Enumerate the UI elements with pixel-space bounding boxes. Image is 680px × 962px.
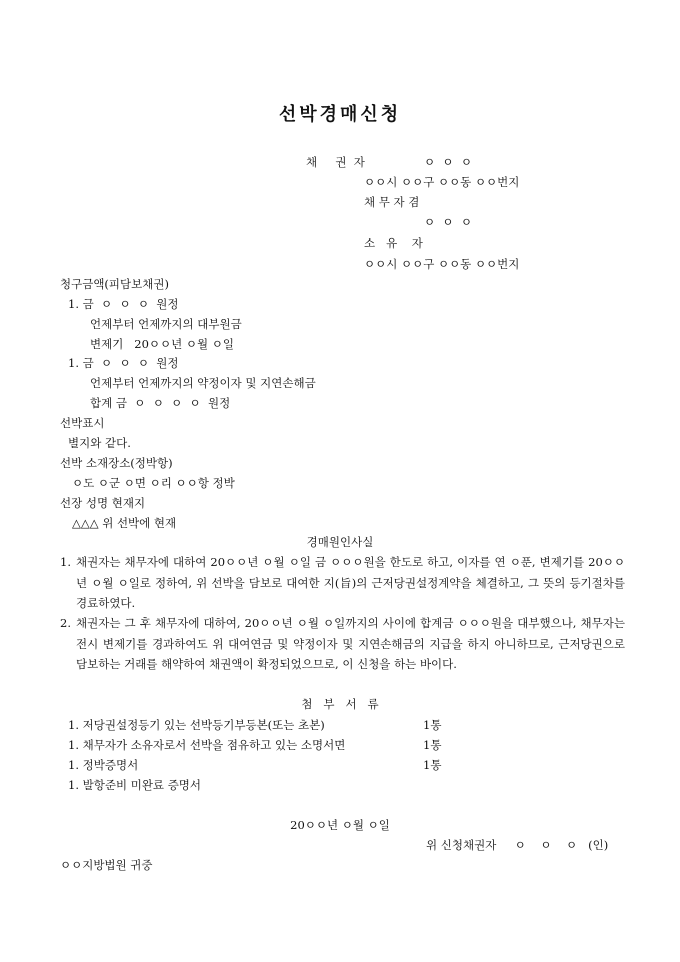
debtor-name: ㅇ ㅇ ㅇ [424,215,472,229]
claim-item: 언제부터 언제까지의 대부원금 [90,317,242,331]
ship-display-heading: 선박표시 [60,416,105,430]
owner-label: 소 유 자 [364,236,423,250]
creditor-address: ㅇㅇ시 ㅇㅇ구 ㅇㅇ동 ㅇㅇ번지 [364,175,520,189]
claim-item: 합계 금 ㅇ ㅇ ㅇ ㅇ 원정 [90,396,231,410]
claim-item: 언제부터 언제까지의 약정이자 및 지연손해금 [90,376,316,390]
creditor-name: ㅇ ㅇ ㅇ [424,155,472,169]
attachment-label: 1. 정박증명서 [68,758,139,772]
ship-display-content: 별지와 같다. [68,436,131,450]
ship-location-heading: 선박 소재장소(정박항) [60,456,173,470]
attachment-count: 1통 [423,718,442,732]
claim-heading: 청구금액(피담보채권) [60,277,169,291]
document-title: 선박경매신청 [278,104,402,125]
creditor-label: 채 권 자 [306,155,365,169]
cause-paragraph-text: 채권자는 채무자에 대하여 20ㅇㅇ년 ㅇ월 ㅇ일 금 ㅇㅇㅇ원을 한도로 하고, 이자를 연 ㅇ푼, 변제기를 20ㅇㅇ년 ㅇ월 ㅇ일로 정하여, 위 선박을 담보로 대여한 지(旨)의 근저당권설정계약을 체결하고, 그 뜻의 등기절차를 경료하였다. [76,555,625,610]
cause-paragraph-number: 1. [60,555,71,569]
ship-location-content: ㅇ도 ㅇ군 ㅇ면 ㅇ리 ㅇㅇ항 정박 [72,476,235,490]
claim-item: 1. 금 ㅇ ㅇ ㅇ 원정 [68,297,179,311]
cause-paragraph-number: 2. [60,616,71,630]
attachment-count: 1통 [423,738,442,752]
cause-paragraph-text: 채권자는 그 후 채무자에 대하여, 20ㅇㅇ년 ㅇ월 ㅇ일까지의 사이에 합계금 ㅇㅇㅇ원을 대부했으나, 채무자는 전시 변제기를 경과하여도 위 대여연금 및 약정이자 및 지연손해금의 지급을 하지 아니하므로, 근저당권으로 담보하는 거래를 해약하여 채권액이 확정되었으므로, 이 신청을 하는 바이다. [76,616,625,671]
court-recipient: ㅇㅇ지방법원 귀중 [60,858,153,872]
document-date: 20ㅇㅇ년 ㅇ월 ㅇ일 [290,818,390,832]
attachment-count: 1통 [423,758,442,772]
cause-heading: 경매원인사실 [306,535,374,549]
attachment-label: 1. 채무자가 소유자로서 선박을 점유하고 있는 소명서면 [68,738,346,752]
attachment-label: 1. 저당권설정등기 있는 선박등기부등본(또는 초본) [68,718,325,732]
debtor-label: 채 무 자 겸 [364,195,420,209]
claim-item: 변제기 20ㅇㅇ년 ㅇ월 ㅇ일 [90,337,234,351]
attachment-label: 1. 발항준비 미완료 증명서 [68,778,202,792]
claim-item: 1. 금 ㅇ ㅇ ㅇ 원정 [68,356,179,370]
applicant-signature: 위 신청채권자 ㅇ ㅇ ㅇ (인) [426,838,609,852]
owner-address: ㅇㅇ시 ㅇㅇ구 ㅇㅇ동 ㅇㅇ번지 [364,257,520,271]
cause-paragraph [60,613,625,675]
captain-content: △△△ 위 선박에 현재 [72,516,177,530]
cause-paragraph [60,552,625,614]
captain-heading: 선장 성명 현재지 [60,496,146,510]
attachments-heading: 첨 부 서 류 [301,697,379,711]
